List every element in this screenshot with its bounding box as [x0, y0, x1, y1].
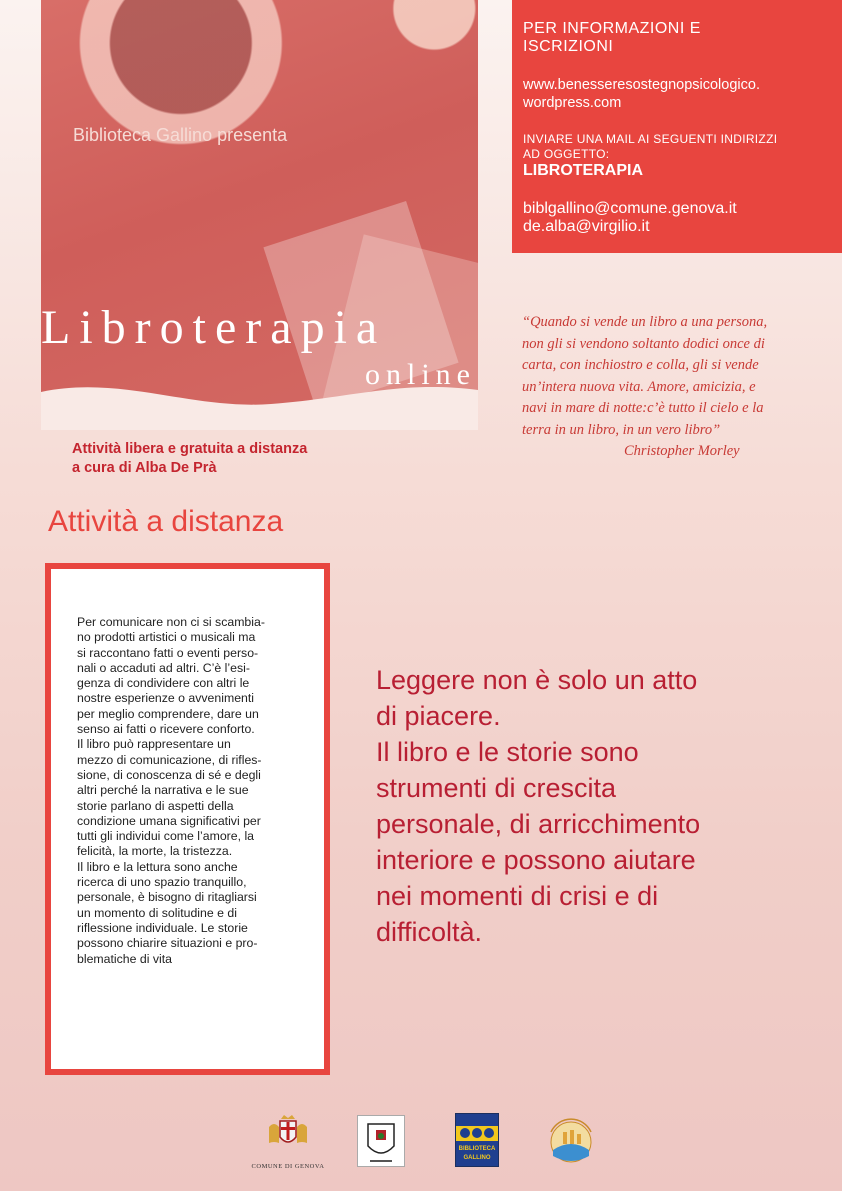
- quote-line: “Quando si vende un libro a una persona,: [522, 314, 768, 330]
- quote-block: [522, 312, 812, 463]
- body-line: felicità, la morte, la tristezza.: [77, 844, 233, 859]
- statement-line: personale, di arricchimento: [376, 809, 701, 839]
- text-box: [45, 563, 330, 1075]
- logo-text-biblioteca: BIBLIOTECA: [458, 1146, 496, 1152]
- mail-instruction-line: INVIARE UNA MAIL AI SEGUENTI INDIRIZZI: [523, 132, 778, 146]
- genova-coat-of-arms-icon: [266, 1113, 310, 1151]
- logo-dots: [460, 1127, 494, 1140]
- body-line: condizione umana significativi per: [77, 813, 261, 828]
- statement-line: Leggere non è solo un atto: [376, 665, 698, 695]
- body-line: si raccontano fatti o eventi perso-: [77, 645, 259, 660]
- logo-row: [0, 1108, 842, 1178]
- activity-description: [72, 440, 307, 478]
- body-line: tutti gli individui come l’amore, la: [77, 829, 255, 844]
- body-line: mezzo di comunicazione, di rifles-: [77, 752, 262, 767]
- body-line: Per comunicare non ci si scambia-: [77, 615, 265, 629]
- quote-line: carta, con inchiostro e colla, gli si vende: [522, 357, 759, 373]
- body-line: possono chiarire situazioni e pro-: [77, 936, 258, 951]
- genova-caption: COMUNE DI GENOVA: [251, 1163, 325, 1170]
- quote-line: terra in un libro, in un vero libro”: [522, 421, 721, 438]
- body-line: senso ai fatti o ricevere conforto.: [77, 722, 255, 737]
- statement-line: nei momenti di crisi e di: [376, 881, 659, 911]
- info-heading-line: PER INFORMAZIONI E: [523, 20, 701, 37]
- body-line: un momento di solitudine e di: [77, 905, 237, 920]
- body-line: storie parlano di aspetti della: [77, 798, 234, 813]
- body-line: genza di condividere con altri le: [77, 676, 250, 691]
- body-line: riflessione individuale. Le storie: [77, 920, 248, 935]
- main-subtitle: online: [365, 358, 476, 391]
- statement-line: interiore e possono aiutare: [376, 845, 696, 875]
- body-line: Il libro e la lettura sono anche: [77, 859, 238, 874]
- quote-line: un’intera nuova vita. Amore, amicizia, e: [522, 378, 756, 395]
- body-line: personale, è bisogno di ritagliarsi: [77, 890, 257, 905]
- statement-line: difficoltà.: [376, 917, 483, 947]
- website-link[interactable]: [523, 76, 832, 112]
- presenter-text: Biblioteca Gallino presenta: [73, 125, 288, 145]
- hero-image: [41, 0, 478, 430]
- email-link-biblioteca[interactable]: biblgallino@comune.genova.it: [523, 200, 737, 217]
- logo-text-gallino: GALLINO: [463, 1155, 491, 1161]
- body-line: blematiche di vita: [77, 951, 173, 966]
- statement-line: Il libro e le storie sono: [376, 737, 639, 767]
- info-heading: [523, 20, 832, 56]
- mail-subject: LIBROTERAPIA: [523, 162, 643, 179]
- info-panel: [512, 0, 842, 253]
- mail-instruction: [523, 132, 832, 162]
- quote-line: non gli si vendono soltanto dodici once di: [522, 335, 765, 352]
- biblioteca-gallino-logo: [455, 1113, 499, 1167]
- comune-genova-logo: [250, 1113, 326, 1173]
- main-title: Libroterapia: [41, 301, 387, 354]
- body-line: nali o accaduti ad altri. C’è l’esi-: [77, 660, 250, 675]
- municipio-logo: [357, 1115, 405, 1167]
- website-line: wordpress.com: [523, 95, 622, 111]
- statement-line: di piacere.: [376, 701, 501, 731]
- body-text: [77, 615, 307, 967]
- circular-badge-icon: [543, 1112, 599, 1168]
- activity-line: a cura di Alba De Prà: [72, 460, 217, 476]
- key-statement: [376, 662, 796, 950]
- activity-line: Attività libera e gratuita a distanza: [72, 441, 308, 457]
- body-line: no prodotti artistici o musicali ma: [77, 630, 256, 645]
- email-link-alba[interactable]: de.alba@virgilio.it: [523, 218, 650, 235]
- municipio-crest-icon: [358, 1116, 404, 1166]
- body-line: sione, di conoscenza di sé e degli: [77, 767, 261, 782]
- body-line: ricerca di uno spazio tranquillo,: [77, 875, 247, 890]
- info-heading-line: ISCRIZIONI: [523, 38, 614, 55]
- section-title: Attività a distanza: [48, 505, 284, 538]
- quote-line: navi in mare di notte:c’è tutto il cielo e la: [522, 400, 764, 416]
- statement-line: strumenti di crescita: [376, 773, 617, 803]
- sprint-service-logo: [543, 1112, 599, 1168]
- mail-instruction-line: AD OGGETTO:: [523, 147, 610, 161]
- email-list: [523, 200, 832, 236]
- body-line: per meglio comprendere, dare un: [77, 706, 259, 721]
- quote-author: Christopher Morley: [624, 443, 740, 459]
- body-line: nostre esperienze o avvenimenti: [77, 691, 255, 706]
- body-line: Il libro può rappresentare un: [77, 737, 231, 752]
- body-line: altri perché la narrativa e le sue: [77, 783, 249, 798]
- website-line: www.benesseresostegnopsicologico.: [523, 77, 760, 93]
